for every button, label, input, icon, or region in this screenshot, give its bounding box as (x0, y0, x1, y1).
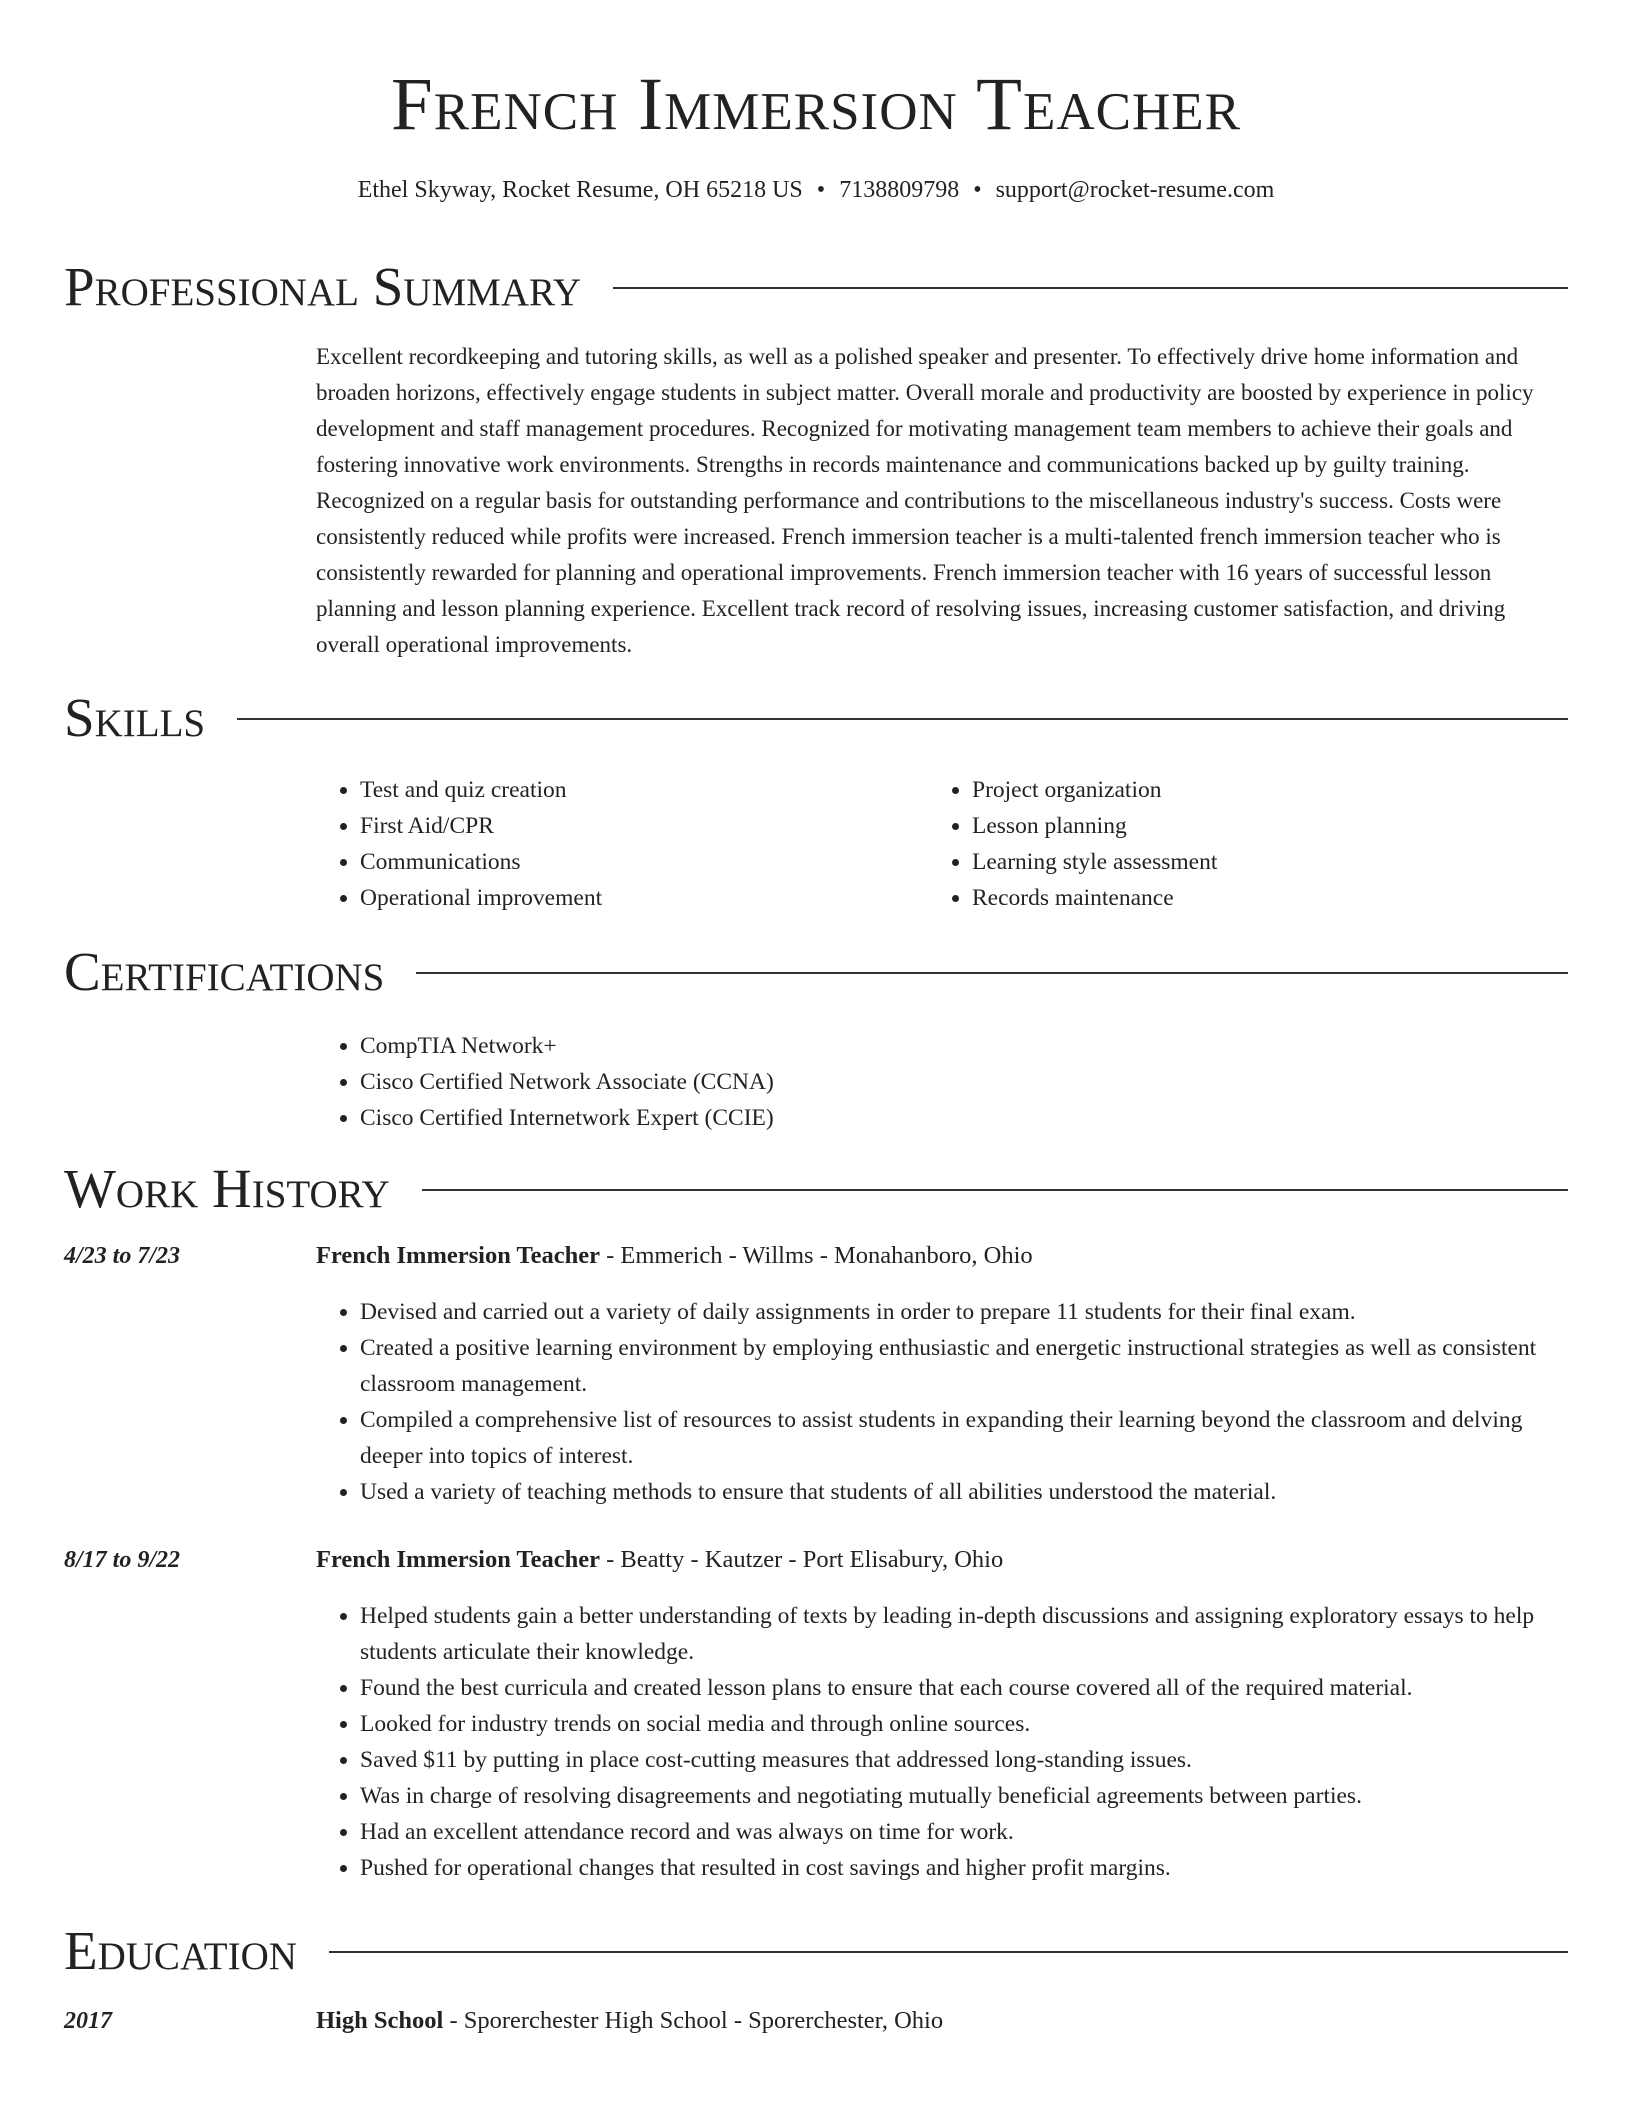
contact-line (64, 174, 1568, 206)
job-bullet: • Saved $11 by putting in place cost-cutting measures that addressed long-standing issues. (360, 1742, 1568, 1778)
section-divider (329, 1951, 1568, 1953)
section-title-certifications: Certifications (64, 941, 385, 1002)
skill-item: • Operational improvement (360, 880, 926, 916)
job-title-line (316, 1542, 1568, 1578)
job-title: French Immersion Teacher (316, 1242, 600, 1269)
skill-item: • Learning style assessment (972, 844, 1568, 880)
job-bullet: • Pushed for operational changes that resulted in cost savings and higher profit margins. (360, 1850, 1568, 1886)
job-bullets (316, 1598, 1568, 1886)
job-bullet: • Helped students gain a better understanding of texts by leading in-depth discussions and assigning exploratory essays to help students articulate their knowledge. (360, 1598, 1568, 1670)
skill-item: • First Aid/CPR (360, 808, 926, 844)
section-divider (613, 287, 1568, 289)
section-title-summary: Professional Summary (64, 256, 582, 317)
section-title-education: Education (64, 1920, 297, 1981)
section-heading-work (64, 1159, 1568, 1219)
contact-separator: • (973, 177, 982, 203)
section-heading-summary (64, 257, 1568, 317)
skill-item: • Test and quiz creation (360, 772, 926, 808)
job-bullet: • Had an excellent attendance record and was always on time for work. (360, 1814, 1568, 1850)
certification-item: • CompTIA Network+ (360, 1028, 1568, 1064)
contact-address: Ethel Skyway, Rocket Resume, OH 65218 US (357, 177, 803, 203)
education-degree: High School (316, 2007, 444, 2034)
skill-item: • Records maintenance (972, 880, 1568, 916)
education-line (316, 2003, 1568, 2039)
job-employer: - Beatty - Kautzer - Port Elisabury, Ohio (600, 1546, 1004, 1573)
contact-phone: 7138809798 (839, 177, 960, 203)
certification-item: • Cisco Certified Internetwork Expert (CCIE) (360, 1100, 1568, 1136)
certification-item: • Cisco Certified Network Associate (CCNA) (360, 1064, 1568, 1100)
job-bullet: • Created a positive learning environment by employing enthusiastic and energetic instructional strategies as well as consistent classroom management. (360, 1330, 1568, 1402)
section-divider (237, 718, 1568, 720)
job-date: 4/23 to 7/23 (64, 1243, 181, 1269)
job-bullet: • Found the best curricula and created lesson plans to ensure that each course covered all of the required material. (360, 1670, 1568, 1706)
skills-list-right (928, 772, 1568, 916)
contact-email: support@rocket-resume.com (995, 177, 1275, 203)
section-divider (422, 1189, 1568, 1191)
job-title-line (316, 1238, 1568, 1274)
section-heading-certifications (64, 942, 1568, 1002)
job-bullet: • Used a variety of teaching methods to ensure that students of all abilities understood the material. (360, 1474, 1568, 1510)
job-bullet: • Devised and carried out a variety of daily assignments in order to prepare 11 students for their final exam. (360, 1294, 1568, 1330)
skills-list-left (316, 772, 926, 916)
contact-separator: • (816, 177, 826, 203)
job-date: 8/17 to 9/22 (64, 1547, 181, 1573)
job-title: French Immersion Teacher (316, 1546, 600, 1573)
job-bullet: • Compiled a comprehensive list of resources to assist students in expanding their learning beyond the classroom and delving deeper into topics of interest. (360, 1402, 1568, 1474)
education-school: - Sporerchester High School - Sporerchester, Ohio (443, 2007, 944, 2034)
job-bullet: • Looked for industry trends on social media and through online sources. (360, 1706, 1568, 1742)
education-date: 2017 (64, 2008, 112, 2034)
job-employer: - Emmerich - Willms - Monahanboro, Ohio (600, 1242, 1033, 1269)
section-heading-education (64, 1921, 1568, 1981)
summary-text: Excellent recordkeeping and tutoring skills, as well as a polished speaker and presenter. To effectively drive home information and broaden horizons, effectively engage students in subject matter. Overall morale and productivity are boosted by experience in policy development and staff management procedures. Recognized for motivating management team members to achieve their goals and fostering innovative work environments. Strengths in records maintenance and communications backed up by guilty training. Recognized on a regular basis for outstanding performance and contributions to the miscellaneous industry's success. Costs were consistently reduced while profits were increased. French immersion teacher is a multi-talented french immersion teacher who is consistently rewarded for planning and operational improvements. French immersion teacher with 16 years of successful lesson planning and lesson planning experience. Excellent track record of resolving issues, increasing customer satisfaction, and driving overall operational improvements. (316, 344, 1534, 657)
job-bullets (316, 1294, 1568, 1510)
certifications-list (316, 1028, 1568, 1136)
skill-item: • Communications (360, 844, 926, 880)
section-title-skills: Skills (64, 687, 206, 748)
section-title-work: Work History (64, 1158, 390, 1219)
resume-title: French Immersion Teacher (391, 63, 1241, 146)
skill-item: • Lesson planning (972, 808, 1568, 844)
job-bullet: • Was in charge of resolving disagreements and negotiating mutually beneficial agreements between parties. (360, 1778, 1568, 1814)
skill-item: • Project organization (972, 772, 1568, 808)
section-divider (416, 972, 1568, 974)
section-heading-skills (64, 688, 1568, 748)
